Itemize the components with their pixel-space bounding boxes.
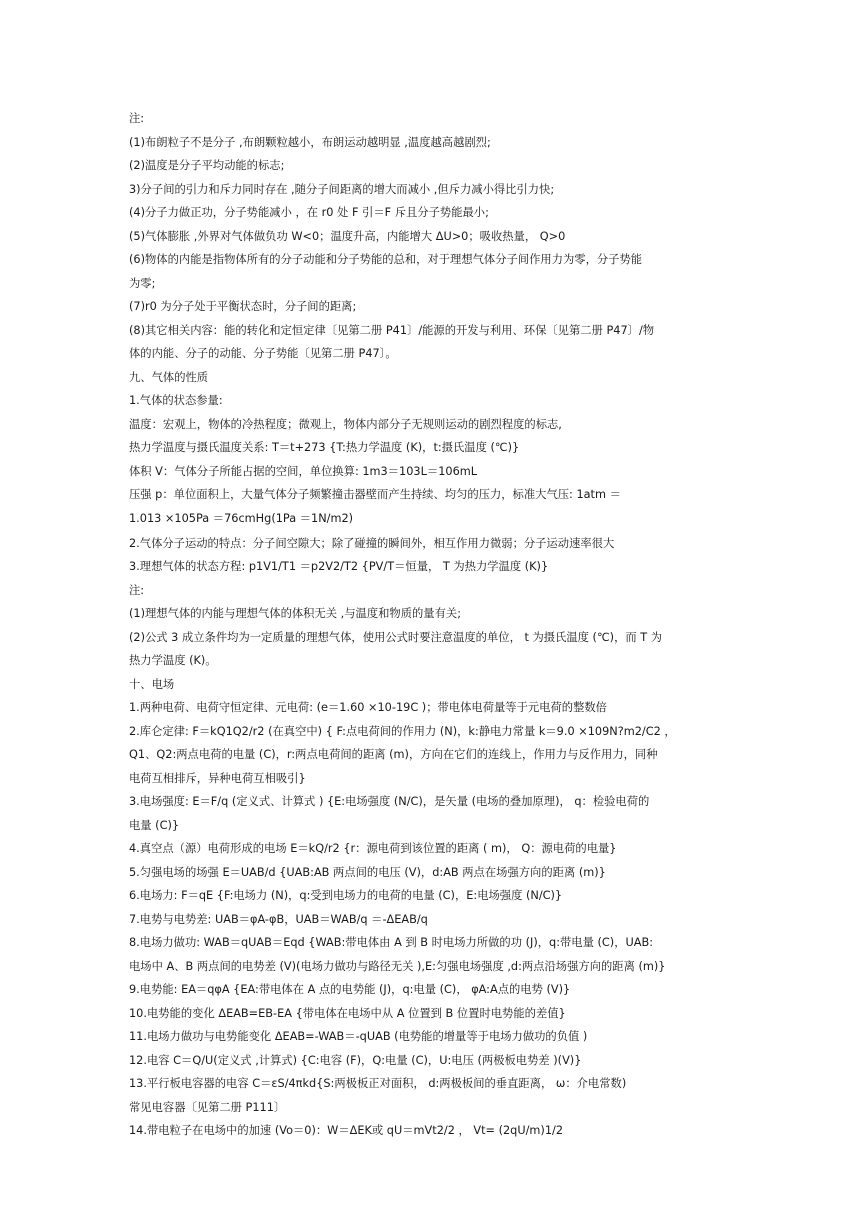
section-heading: 十、电场 [129, 677, 175, 691]
text-line: 热力学温度 (K)。 [129, 654, 217, 668]
text-line: 1.013 ×105Pa ＝76cmHg(1Pa ＝1N/m2) [129, 512, 354, 526]
text-line: 注: [129, 112, 145, 125]
text-line: 4.真空点（源）电荷形成的电场 E＝kQ/r2 {r：源电荷到该位置的距离 ( m)， Q：源电荷的电量} [129, 842, 617, 856]
text-line: 5.匀强电场的场强 E＝UAB/d {UAB:AB 两点间的电压 (V)，d:AB 两点在场强方向的距离 (m)} [129, 865, 606, 879]
text-line: 2.气体分子运动的特点：分子间空隙大；除了碰撞的瞬间外，相互作用力微弱；分子运动速率很大 [129, 536, 615, 550]
text-line: 热力学温度与摄氏温度关系: T＝t+273 {T:热力学温度 (K)，t:摄氏温度 (℃)} [129, 441, 520, 454]
text-line: (5)气体膨胀 ,外界对气体做负功 W<0；温度升高，内能增大 ΔU>0；吸收热量， Q>0 [129, 229, 566, 243]
text-line: 压强 p：单位面积上，大量气体分子频繁撞击器壁而产生持续、均匀的压力，标准大气压: 1atm ＝ [129, 488, 621, 501]
text-line: 电荷互相排斥，异种电荷互相吸引} [129, 771, 306, 785]
text-line: 8.电场力做功: WAB＝qUAB＝Eqd {WAB:带电体由 A 到 B 时电场力所做的功 (J)，q:带电量 (C)，UAB: [129, 936, 654, 950]
text-line [129, 1143, 729, 1167]
text-line: (7)r0 为分子处于平衡状态时，分子间的距离; [129, 300, 357, 313]
text-line: 3.理想气体的状态方程: p1V1/T1 ＝p2V2/T2 {PV/T＝恒量， T 为热力学温度 (K)} [129, 560, 549, 574]
text-line: 3)分子间的引力和斥力同时存在 ,随分子间距离的增大而减小 ,但斥力减小得比引力快; [129, 182, 555, 196]
text-line: 体积 V：气体分子所能占据的空间，单位换算: 1m3＝103L＝106mL [129, 464, 478, 478]
text-line: 11.电场力做功与电势能变化 ΔEAB=-WAB＝-qUAB (电势能的增量等于电场力做功的负值 ) [129, 1030, 588, 1044]
document-page [129, 107, 729, 1166]
text-line: (1)理想气体的内能与理想气体的体积无关 ,与温度和物质的量有关; [129, 607, 462, 621]
text-line: 14.带电粒子在电场中的加速 (Vo＝0)：W＝ΔEK或 qU＝mVt2/2 ， Vt= (2qU/m)1/2 [129, 1124, 564, 1138]
text-line: 13.平行板电容器的电容 C＝εS/4πkd{S:两极板正对面积， d:两极板间的垂直距离， ω：介电常数) [129, 1077, 627, 1091]
text-line: 为零; [129, 276, 156, 290]
text-line: 1.两种电荷、电荷守恒定律、元电荷: (e＝1.60 ×10-19C )；带电体电荷量等于元电荷的整数倍 [129, 701, 607, 715]
text-line: 6.电场力: F＝qE {F:电场力 (N)，q:受到电场力的电荷的电量 (C)，E:电场强度 (N/C)} [129, 889, 563, 903]
text-line: 2.库仑定律: F＝kQ1Q2/r2 (在真空中) { F:点电荷间的作用力 (N)，k:静电力常量 k＝9.0 ×109N?m2/C2 ， [129, 724, 676, 738]
text-line: (6)物体的内能是指物体所有的分子动能和分子势能的总和，对于理想气体分子间作用力为零，分子势能 [129, 253, 643, 266]
text-line: 7.电势与电势差: UAB＝φA-φB，UAB＝WAB/q ＝-ΔEAB/q [129, 912, 428, 926]
text-line: 12.电容 C＝Q/U(定义式 ,计算式) {C:电容 (F)，Q:电量 (C)，U:电压 (两极板电势差 )(V)} [129, 1053, 582, 1067]
section-heading: 九、气体的性质 [129, 370, 209, 384]
text-line: 9.电势能: EA＝qφA {EA:带电体在 A 点的电势能 (J)，q:电量 (C)， φA:A点的电势 (V)} [129, 983, 571, 997]
text-line: 注: [129, 583, 145, 597]
text-line: (4)分子力做正功，分子势能减小 ，在 r0 处 F 引＝F 斥且分子势能最小; [129, 206, 489, 219]
text-line: 常见电容器〔见第二册 P111〕 [129, 1100, 286, 1114]
text-line: 10.电势能的变化 ΔEAB=EB-EA {带电体在电场中从 A 位置到 B 位置时电势能的差值} [129, 1006, 566, 1020]
text-line: (2)温度是分子平均动能的标志; [129, 159, 285, 172]
text-line: (1)布朗粒子不是分子 ,布朗颗粒越小，布朗运动越明显 ,温度越高越剧烈; [129, 135, 491, 149]
text-line: 电量 (C)} [129, 818, 180, 832]
text-line: (2)公式 3 成立条件均为一定质量的理想气体，使用公式时要注意温度的单位， t 为摄氏温度 (℃)，而 T 为 [129, 630, 663, 644]
text-line: 电场中 A、B 两点间的电势差 (V)(电场力做功与路径无关 ),E:匀强电场强度 ,d:两点沿场强方向的距离 (m)} [129, 959, 666, 973]
text-line: 温度：宏观上，物体的冷热程度；微观上，物体内部分子无规则运动的剧烈程度的标志, [129, 417, 562, 431]
text-line: (8)其它相关内容：能的转化和定恒定律〔见第二册 P41〕/能源的开发与利用、环保〔见第二册 P47〕/物 [129, 323, 655, 337]
text-line: 1.气体的状态参量: [129, 394, 223, 407]
text-line: Q1、Q2:两点电荷的电量 (C)，r:两点电荷间的距离 (m)，方向在它们的连线上，作用力与反作用力，同种 [129, 748, 658, 762]
text-line: 体的内能、分子的动能、分子势能〔见第二册 P47〕。 [129, 347, 397, 360]
text-line: 3.电场强度: E＝F/q (定义式、计算式 ) {E:电场强度 (N/C)，是矢量 (电场的叠加原理)， q：检验电荷的 [129, 795, 650, 809]
